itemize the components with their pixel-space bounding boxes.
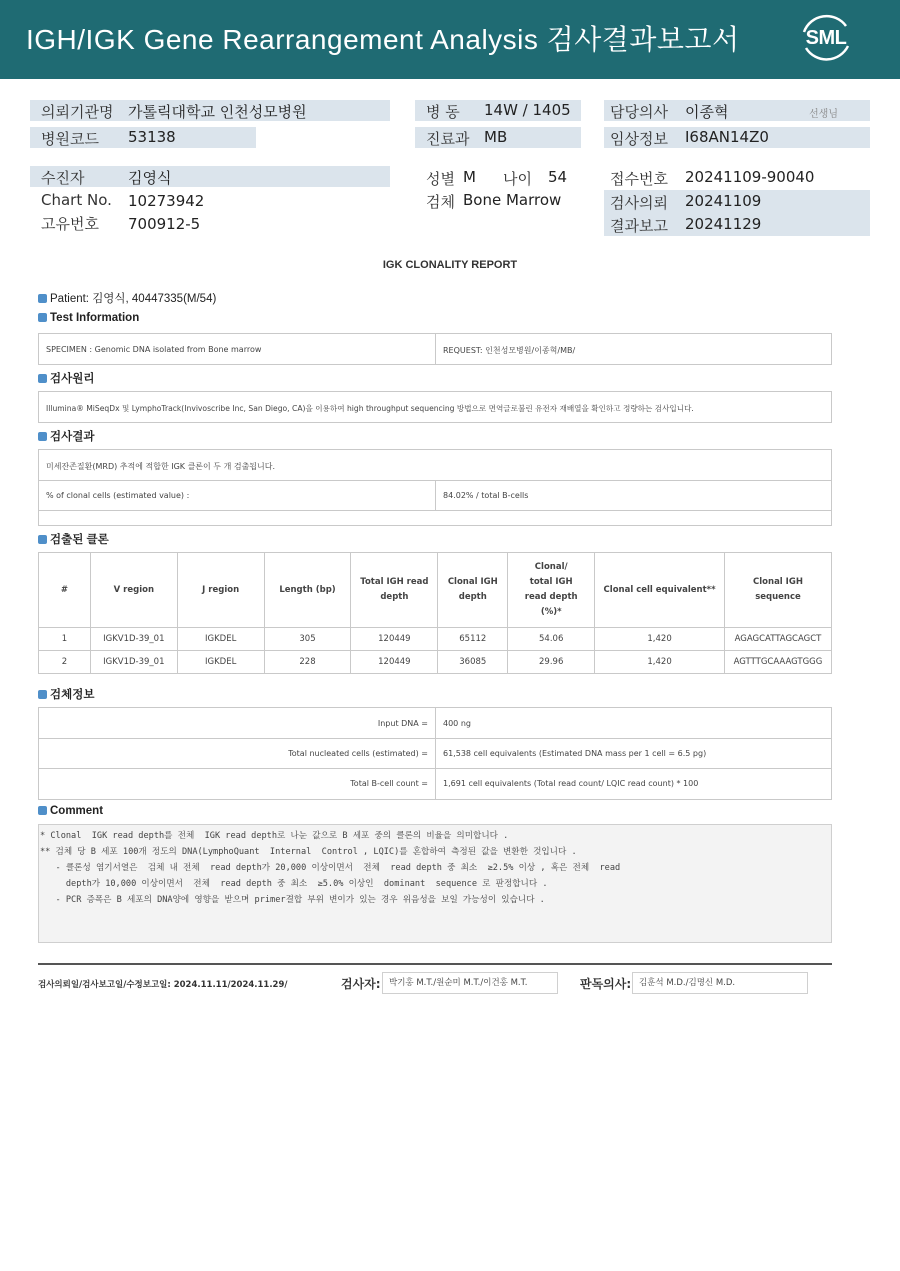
nucleated-label: Total nucleated cells (estimated) = xyxy=(288,749,428,758)
table-cell: IGKDEL xyxy=(177,651,264,674)
input-dna-value: 400 ng xyxy=(443,719,471,728)
chart-value: 10273942 xyxy=(128,192,205,210)
test-info-heading xyxy=(38,312,139,324)
section-bullet-icon xyxy=(38,374,47,383)
specimen-info-heading xyxy=(38,686,94,702)
clones-table xyxy=(38,552,832,674)
patient-value: 김영식 xyxy=(128,169,172,187)
dept-label: 진료과 xyxy=(426,130,470,148)
patient-line xyxy=(38,290,216,306)
nucleated-value: 61,538 cell equivalents (Estimated DNA mass per 1 cell = 6.5 pg) xyxy=(443,749,707,758)
table-cell: 2 xyxy=(39,651,91,674)
report-date-label: 결과보고 xyxy=(610,217,668,235)
comment-line: depth가 10,000 이상이면서 전체 read depth 중 최소 ≥5.0% 이상인 dominant sequence 로 판정합니다 . xyxy=(40,879,548,889)
readers-value: 김훈석 M.D./김명신 M.D. xyxy=(632,972,808,994)
table-cell: 65112 xyxy=(438,628,508,651)
comment-title: Comment xyxy=(50,805,104,817)
ward-value: 14W / 1405 xyxy=(484,101,571,119)
comment-box xyxy=(38,824,832,943)
id-value: 700912-5 xyxy=(128,215,201,233)
footer-divider xyxy=(38,963,832,965)
clones-heading xyxy=(38,531,109,547)
receipt-value: 20241109-90040 xyxy=(685,168,815,186)
clonal-value: 84.02% / total B-cells xyxy=(443,491,529,500)
test-info-box xyxy=(38,333,832,365)
hospital-code-value: 53138 xyxy=(128,128,176,146)
table-cell: 29.96 xyxy=(508,651,595,674)
divider xyxy=(39,510,831,511)
logo-text: SML xyxy=(805,27,847,49)
request-date-label: 검사의뢰 xyxy=(610,194,668,212)
table-cell: 120449 xyxy=(351,628,438,651)
report-date-value: 20241129 xyxy=(685,215,762,233)
table-cell: 120449 xyxy=(351,651,438,674)
chart-label: Chart No. xyxy=(41,191,112,209)
report-main-title: IGH/IGK Gene Rearrangement Analysis 검사결과보고서 xyxy=(26,24,740,55)
bcell-value: 1,691 cell equivalents (Total read count/ LQIC read count) * 100 xyxy=(443,779,699,788)
principle-heading xyxy=(38,370,94,386)
divider xyxy=(435,334,436,364)
ward-label: 병 동 xyxy=(426,103,460,121)
specimen-text: SPECIMEN : Genomic DNA isolated from Bone marrow xyxy=(46,345,262,354)
table-row xyxy=(39,628,832,651)
col-header: Clonal cell equivalent** xyxy=(595,553,725,628)
table-cell: IGKDEL xyxy=(177,628,264,651)
age-value: 54 xyxy=(548,168,568,186)
section-bullet-icon xyxy=(38,806,47,815)
clones-title: 검출된 클론 xyxy=(50,534,109,546)
hospital-code-label: 병원코드 xyxy=(41,130,99,148)
doctor-value: 이종혁 xyxy=(685,103,729,121)
table-cell: 36085 xyxy=(438,651,508,674)
specimen-info-title: 검체정보 xyxy=(50,689,95,701)
specimen-label: 검체 xyxy=(426,193,455,211)
age-label: 나이 xyxy=(503,170,532,188)
receipt-label: 접수번호 xyxy=(610,170,668,188)
section-bullet-icon xyxy=(38,313,47,322)
report-header xyxy=(0,0,900,79)
sex-label: 성별 xyxy=(426,170,455,188)
institution-label: 의뢰기관명 xyxy=(41,103,114,121)
principle-box xyxy=(38,391,832,423)
col-header: Length (bp) xyxy=(264,553,351,628)
comment-line: - 클론성 염기서열은 검체 내 전체 read depth가 20,000 이상이면서 전체 read depth 중 최소 ≥2.5% 이상 , 혹은 전체 read xyxy=(40,863,621,873)
id-label: 고유번호 xyxy=(41,215,99,233)
tester-label: 검사자: xyxy=(341,977,381,991)
dept-value: MB xyxy=(484,128,508,146)
table-cell: 1,420 xyxy=(595,628,725,651)
doctor-suffix: 선생님 xyxy=(809,109,838,120)
patient-line-text: Patient: 김영식, 40447335(M/54) xyxy=(50,293,217,305)
result-title: 검사결과 xyxy=(50,431,95,443)
table-cell: 54.06 xyxy=(508,628,595,651)
col-header: J region xyxy=(177,553,264,628)
result-heading xyxy=(38,428,94,444)
table-cell: 228 xyxy=(264,651,351,674)
section-bullet-icon xyxy=(38,690,47,699)
col-header: Clonal IGH sequence xyxy=(724,553,831,628)
table-cell: 1,420 xyxy=(595,651,725,674)
table-cell: AGAGCATTAGCAGCT xyxy=(724,628,831,651)
section-bullet-icon xyxy=(38,294,47,303)
col-header: Clonal IGH depth xyxy=(438,553,508,628)
section-bullet-icon xyxy=(38,535,47,544)
request-text: REQUEST: 인천성모병원/이종혁/MB/ xyxy=(443,346,576,355)
col-header: Clonal/ total IGH read depth (%)* xyxy=(508,553,595,628)
divider xyxy=(435,480,436,510)
clinical-value: I68AN14Z0 xyxy=(685,128,769,146)
col-header: Total IGH read depth xyxy=(351,553,438,628)
footer-dates: 검사의뢰일/검사보고일/수정보고일: 2024.11.11/2024.11.29/ xyxy=(38,980,288,990)
bcell-label: Total B-cell count = xyxy=(350,779,428,788)
col-header: V region xyxy=(90,553,177,628)
comment-line: ** 검체 당 B 세포 100개 정도의 DNA(LymphoQuant Internal Control , LQIC)를 혼합하여 측정된 값을 변환한 것입니다 . xyxy=(40,847,577,857)
sml-logo xyxy=(798,12,854,66)
sex-value: M xyxy=(463,168,476,186)
clones-header-row xyxy=(39,553,832,628)
table-row xyxy=(39,651,832,674)
principle-text: Illumina® MiSeqDx 및 LymphoTrack(Invivoscribe Inc, San Diego, CA)을 이용하여 high throughput sequencing 방법으로 면역글로불린 유전자 재배열을 확인하고 정량하는 검사입니다. xyxy=(46,404,694,413)
result-box xyxy=(38,449,832,526)
divider xyxy=(435,708,436,799)
institution-value: 가톨릭대학교 인천성모병원 xyxy=(128,103,307,121)
input-dna-label: Input DNA = xyxy=(377,719,428,728)
specimen-value: Bone Marrow xyxy=(463,191,562,209)
specimen-info-box xyxy=(38,707,832,800)
table-cell: AGTTTGCAAAGTGGG xyxy=(724,651,831,674)
reader-label: 판독의사: xyxy=(580,977,632,991)
principle-title: 검사원리 xyxy=(50,373,95,385)
test-info-title: Test Information xyxy=(50,312,140,324)
comment-line: * Clonal IGK read depth를 전체 IGK read depth로 나눈 값으로 B 세포 중의 클론의 비율을 의미합니다 . xyxy=(40,831,509,841)
clinical-label: 임상정보 xyxy=(610,130,668,148)
request-date-value: 20241109 xyxy=(685,192,762,210)
table-cell: IGKV1D-39_01 xyxy=(90,651,177,674)
result-text: 미세잔존질환(MRD) 추적에 적합한 IGK 클론이 두 개 검출됩니다. xyxy=(46,462,276,471)
doctor-label: 담당의사 xyxy=(610,103,668,121)
comment-heading xyxy=(38,805,103,817)
patient-label: 수진자 xyxy=(41,169,85,187)
comment-line: - PCR 증폭은 B 세포의 DNA양에 영향을 받으며 primer결합 부위 변이가 있는 경우 위음성을 보일 가능성이 있습니다 . xyxy=(40,895,545,905)
section-bullet-icon xyxy=(38,432,47,441)
report-title: IGK CLONALITY REPORT xyxy=(382,259,518,271)
table-cell: 1 xyxy=(39,628,91,651)
clonal-label: % of clonal cells (estimated value) : xyxy=(46,491,190,500)
table-cell: IGKV1D-39_01 xyxy=(90,628,177,651)
col-header: # xyxy=(39,553,91,628)
table-cell: 305 xyxy=(264,628,351,651)
testers-value: 박기홍 M.T./원순미 M.T./이건홍 M.T. xyxy=(382,972,558,994)
